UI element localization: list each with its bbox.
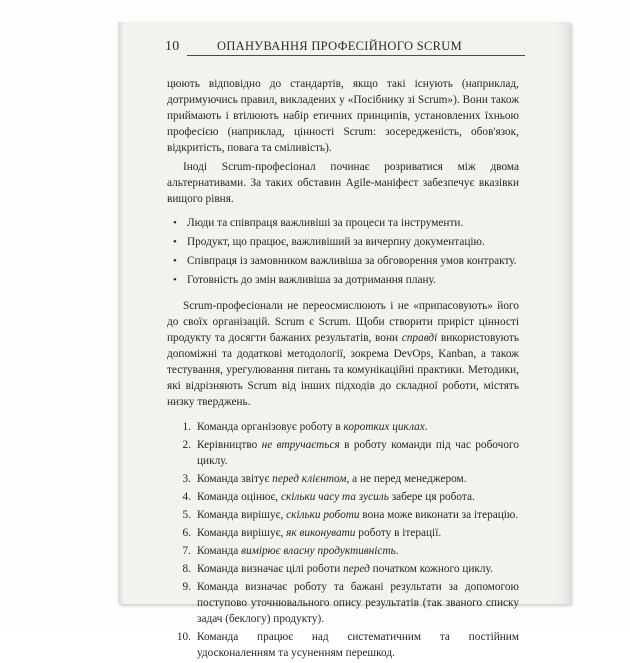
numbered-item: 6. Команда вирішує, як виконувати роботу в ітерації. (182, 527, 442, 539)
bullet-icon: • (173, 217, 177, 229)
numbered-item: 10. Команда працює над систематичним та постійним удосконаленням та усуненням перешкод. (176, 631, 519, 659)
paragraph-3: Scrum-професіонали не переосмислюють і не «припасовують» його до своїх організацій. Scrum є Scrum. Щоби створити приріст цінності продукту та досягти бажаних результатів, вони справді використовують допоміжні та додаткові методології, зокрема DevOps, Kanban, а також тестування, урегулювання питань та комунікаційні практики. Методики, які відрізняють Scrum від інших підходів до складної роботи, містять низку тверджень. (167, 300, 519, 408)
numbered-item: 9. Команда визначає роботу та бажані результати за допомогою поступово уточнювального опису результатів (так званого списку задач (беклогу) продукту). (182, 581, 519, 625)
page-header (165, 36, 525, 56)
numbered-item: 1. Команда організовує роботу в коротких циклах. (182, 421, 428, 433)
bullet-icon: • (173, 236, 177, 248)
page-number: 10 (165, 39, 180, 54)
bullet-icon: • (173, 255, 177, 267)
agile-manifesto-list (167, 215, 519, 288)
running-title: ОПАНУВАННЯ ПРОФЕСІЙНОГО SCRUM (217, 39, 462, 53)
bullet-icon: • (173, 274, 177, 286)
numbered-item: 3. Команда звітує перед клієнтом, а не перед менеджером. (182, 473, 467, 485)
list-item: • Готовність до змін важливіша за дотримання плану. (173, 274, 436, 286)
numbered-item: 5. Команда вирішує, скільки роботи вона може виконати за ітерацію. (182, 509, 519, 521)
page-spine-shadow (118, 22, 124, 604)
list-item: • Співпраця із замовником важливіша за обговорення умов контракту. (173, 255, 517, 267)
numbered-item: 2. Керівництво не втручається в роботу команди під час робочого циклу. (182, 439, 519, 467)
numbered-item: 4. Команда оцінює, скільки часу та зусиль забере ця робота. (182, 491, 475, 503)
paragraph-2: Іноді Scrum-професіонал починає розриватися між двома альтернативами. За таких обставин Agile-маніфест забезпечує вказівки вищого рівня. (167, 161, 519, 205)
list-item: • Продукт, що працює, важливіший за вичерпну документацію. (173, 236, 485, 248)
list-item: • Люди та співпраця важливіші за процеси та інструменти. (173, 217, 464, 229)
scrum-statements-list (167, 419, 519, 661)
numbered-item: 8. Команда визначає цілі роботи перед початком кожного циклу. (182, 563, 493, 575)
numbered-item: 7. Команда вимірює власну продуктивність. (182, 545, 399, 557)
paragraph-1: цюють відповідно до стандартів, якщо такі існують (наприклад, дотримуючись правил, викладених у «Посібнику зі Scrum»). Вони також приймають і втілюють набір етичних принципів, установлених їхньою професією (наприклад, цінності Scrum: зосередженість, обов'язок, відкритість, повага та сміливість). (167, 78, 519, 154)
page-body (167, 76, 519, 663)
header-rule (187, 55, 525, 56)
